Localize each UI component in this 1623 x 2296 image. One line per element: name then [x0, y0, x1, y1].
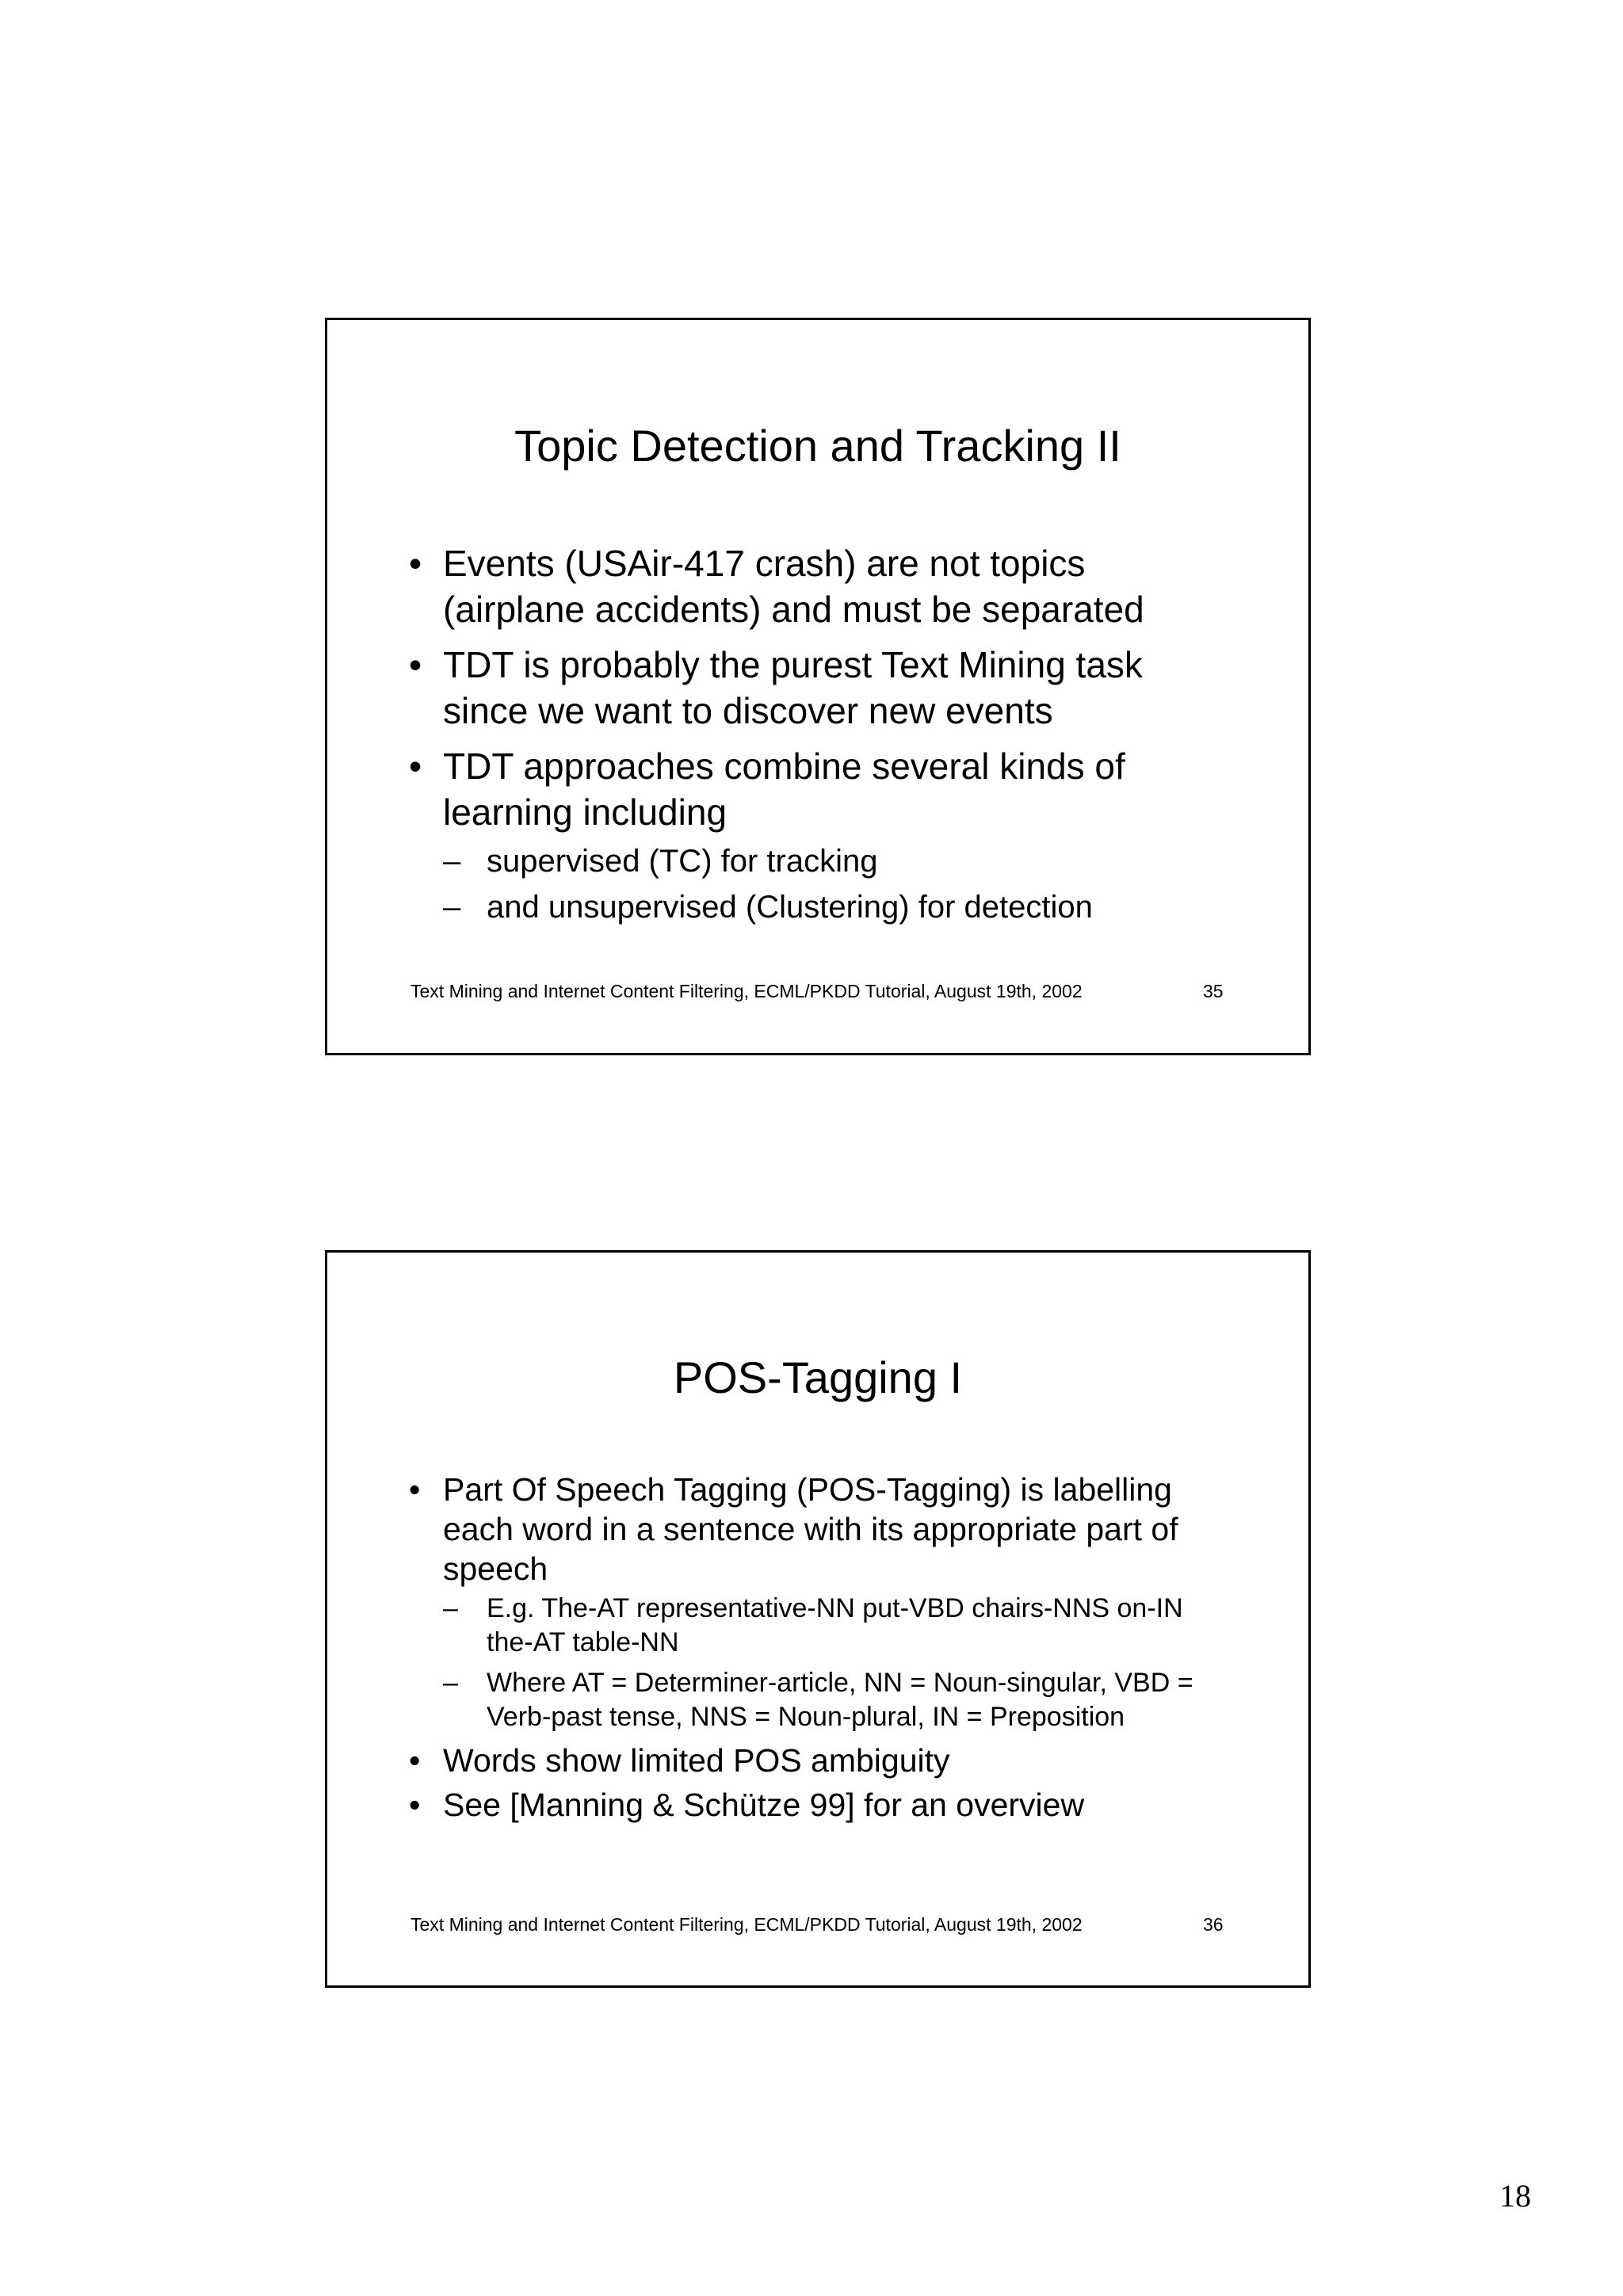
bullet-line: Words show limited POS ambiguity [443, 1742, 950, 1779]
sub-bullet-line: the-AT table-NN [487, 1627, 679, 1657]
bullet-item [409, 540, 1265, 632]
bullet-marker: • [409, 1742, 421, 1779]
sub-bullet-item [443, 1592, 1265, 1660]
bullet-text [443, 540, 1265, 632]
sub-bullet-line: Where AT = Determiner-article, NN = Noun-singular, VBD = [487, 1668, 1193, 1698]
sub-bullet-item [443, 884, 1265, 930]
bullet-line: speech [443, 1550, 548, 1587]
slide-35 [325, 318, 1311, 1055]
bullet-item [409, 743, 1265, 930]
slide-footer: Text Mining and Internet Content Filtering, ECML/PKDD Tutorial, August 19th, 2002 [411, 1914, 1083, 1935]
slide-36 [325, 1250, 1311, 1988]
bullet-item [409, 1470, 1265, 1734]
slide-title: Topic Detection and Tracking II [514, 421, 1121, 471]
bullet-marker: • [409, 1471, 421, 1508]
page-number: 18 [1499, 2178, 1531, 2214]
bullet-line: Part Of Speech Tagging (POS-Tagging) is labelling [443, 1471, 1172, 1508]
bullet-text [443, 743, 1265, 835]
bullet-marker: • [409, 543, 422, 584]
bullet-marker: • [409, 746, 422, 787]
bullet-line: See [Manning & Schütze 99] for an overview [443, 1787, 1085, 1823]
slide-number: 35 [1203, 981, 1224, 1001]
bullet-line: each word in a sentence with its appropriate part of [443, 1511, 1178, 1547]
sub-bullet-list [443, 1592, 1265, 1734]
bullet-line: since we want to discover new events [443, 690, 1053, 731]
bullet-list [409, 540, 1265, 940]
bullet-item [409, 1741, 1265, 1780]
bullet-text [443, 1470, 1265, 1589]
bullet-line: learning including [443, 791, 727, 833]
dash-marker: – [443, 1668, 458, 1698]
bullet-item [409, 1785, 1265, 1825]
bullet-text [443, 1741, 1265, 1780]
bullet-line: TDT is probably the purest Text Mining task [443, 644, 1143, 685]
dash-marker: – [443, 1593, 458, 1623]
bullet-marker: • [409, 1787, 421, 1823]
bullet-item [409, 642, 1265, 734]
dash-marker: – [443, 890, 461, 925]
bullet-list [409, 1470, 1265, 1829]
sub-bullet-line: E.g. The-AT representative-NN put-VBD chairs-NNS on-IN [487, 1593, 1183, 1623]
sub-bullet-line: and unsupervised (Clustering) for detection [487, 890, 1093, 925]
bullet-line: TDT approaches combine several kinds of [443, 746, 1125, 787]
sub-bullet-item [443, 838, 1265, 884]
sub-bullet-line: supervised (TC) for tracking [487, 844, 878, 879]
bullet-marker: • [409, 644, 422, 685]
bullet-line: Events (USAir-417 crash) are not topics [443, 543, 1086, 584]
bullet-text [443, 1785, 1265, 1825]
slide-footer: Text Mining and Internet Content Filtering, ECML/PKDD Tutorial, August 19th, 2002 [411, 981, 1083, 1001]
slide-number: 36 [1203, 1914, 1224, 1935]
sub-bullet-item [443, 1666, 1265, 1734]
sub-bullet-line: Verb-past tense, NNS = Noun-plural, IN = Preposition [487, 1702, 1125, 1732]
slide-title: POS-Tagging I [673, 1352, 963, 1402]
dash-marker: – [443, 844, 461, 879]
sub-bullet-list [443, 838, 1265, 930]
bullet-text [443, 642, 1265, 734]
bullet-line: (airplane accidents) and must be separated [443, 589, 1144, 630]
